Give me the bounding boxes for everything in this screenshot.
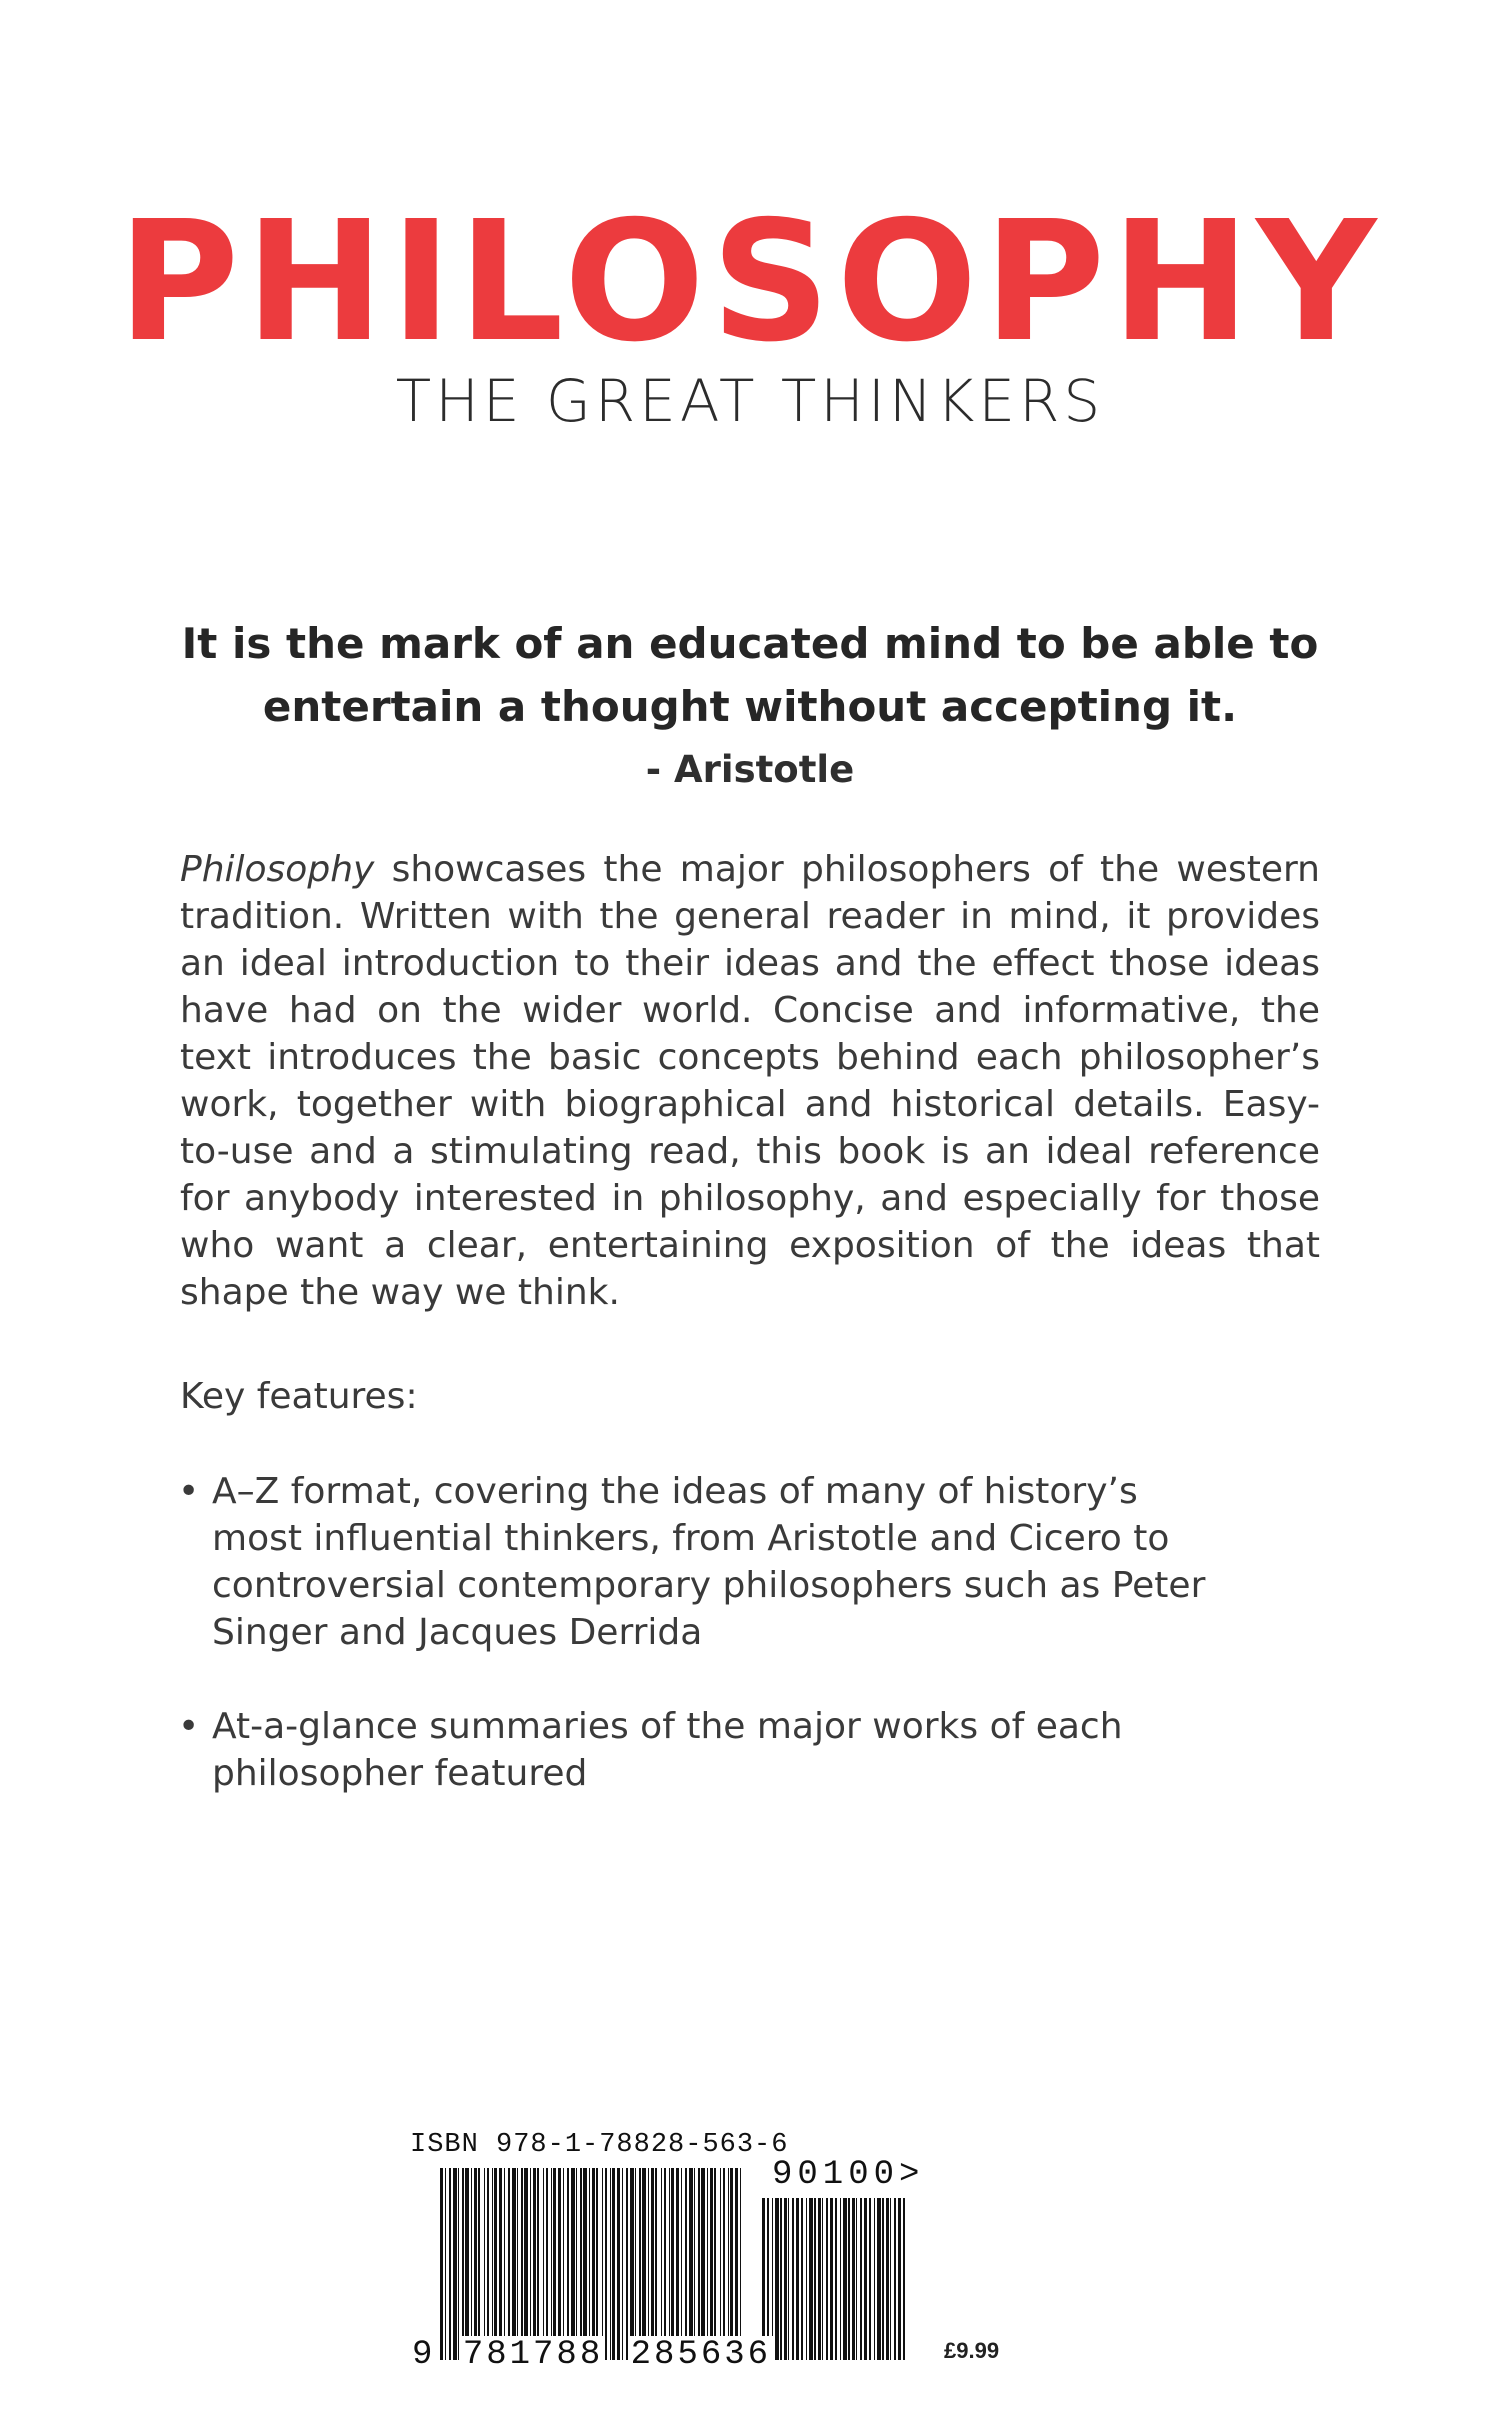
barcode-digit-prefix: 9: [412, 2336, 436, 2374]
barcode-icon: [440, 2168, 742, 2360]
bullet-icon: •: [178, 1706, 200, 1747]
barcode-addon-icon: [762, 2198, 908, 2360]
key-features-list: [178, 1468, 1238, 1844]
feature-item-text: A–Z format, covering the ideas of many of history’s most influential thinkers, from Aristotle and Cicero to controversial contemporary philosophers such as Peter Singer and Jacques Derrida: [212, 1471, 1206, 1653]
barcode-addon-digits: 90100>: [772, 2156, 925, 2194]
price-label: £9.99: [944, 2338, 1000, 2363]
book-title: PHILOSOPHY: [117, 186, 1383, 379]
isbn-label: ISBN 978-1-78828-563-6: [410, 2130, 789, 2160]
barcode-digits: [410, 2336, 773, 2374]
bullet-icon: •: [178, 1471, 200, 1512]
key-features-heading: Key features:: [180, 1376, 418, 1417]
feature-item: [178, 1468, 1238, 1656]
quote-attribution: - Aristotle: [645, 748, 855, 791]
quote-text: It is the mark of an educated mind to be able to entertain a thought without accepting it.: [181, 619, 1319, 731]
feature-item-text: At-a-glance summaries of the major works of each philosopher featured: [212, 1706, 1123, 1794]
barcode-digit-group-right: 285636: [630, 2336, 772, 2374]
description-text: showcases the major philosophers of the western tradition. Written with the general reader in mind, it provides an ideal introduction to their ideas and the effect those ideas have had on the wider world. Concise and informative, the text introduces the basic concepts behind each philosopher’s work, together with biographical and historical details. Easy-to-use and a stimulating read, this book is an ideal reference for anybody interested in philosophy, and especially for those who want a clear, entertaining exposition of the ideas that shape the way we think.: [180, 849, 1320, 1313]
book-subtitle: THE GREAT THINKERS: [395, 367, 1105, 435]
description-title-word: Philosophy: [180, 849, 375, 890]
book-description: [180, 846, 1320, 1316]
feature-item: [178, 1703, 1238, 1797]
barcode-digit-group-left: 781788: [462, 2336, 604, 2374]
